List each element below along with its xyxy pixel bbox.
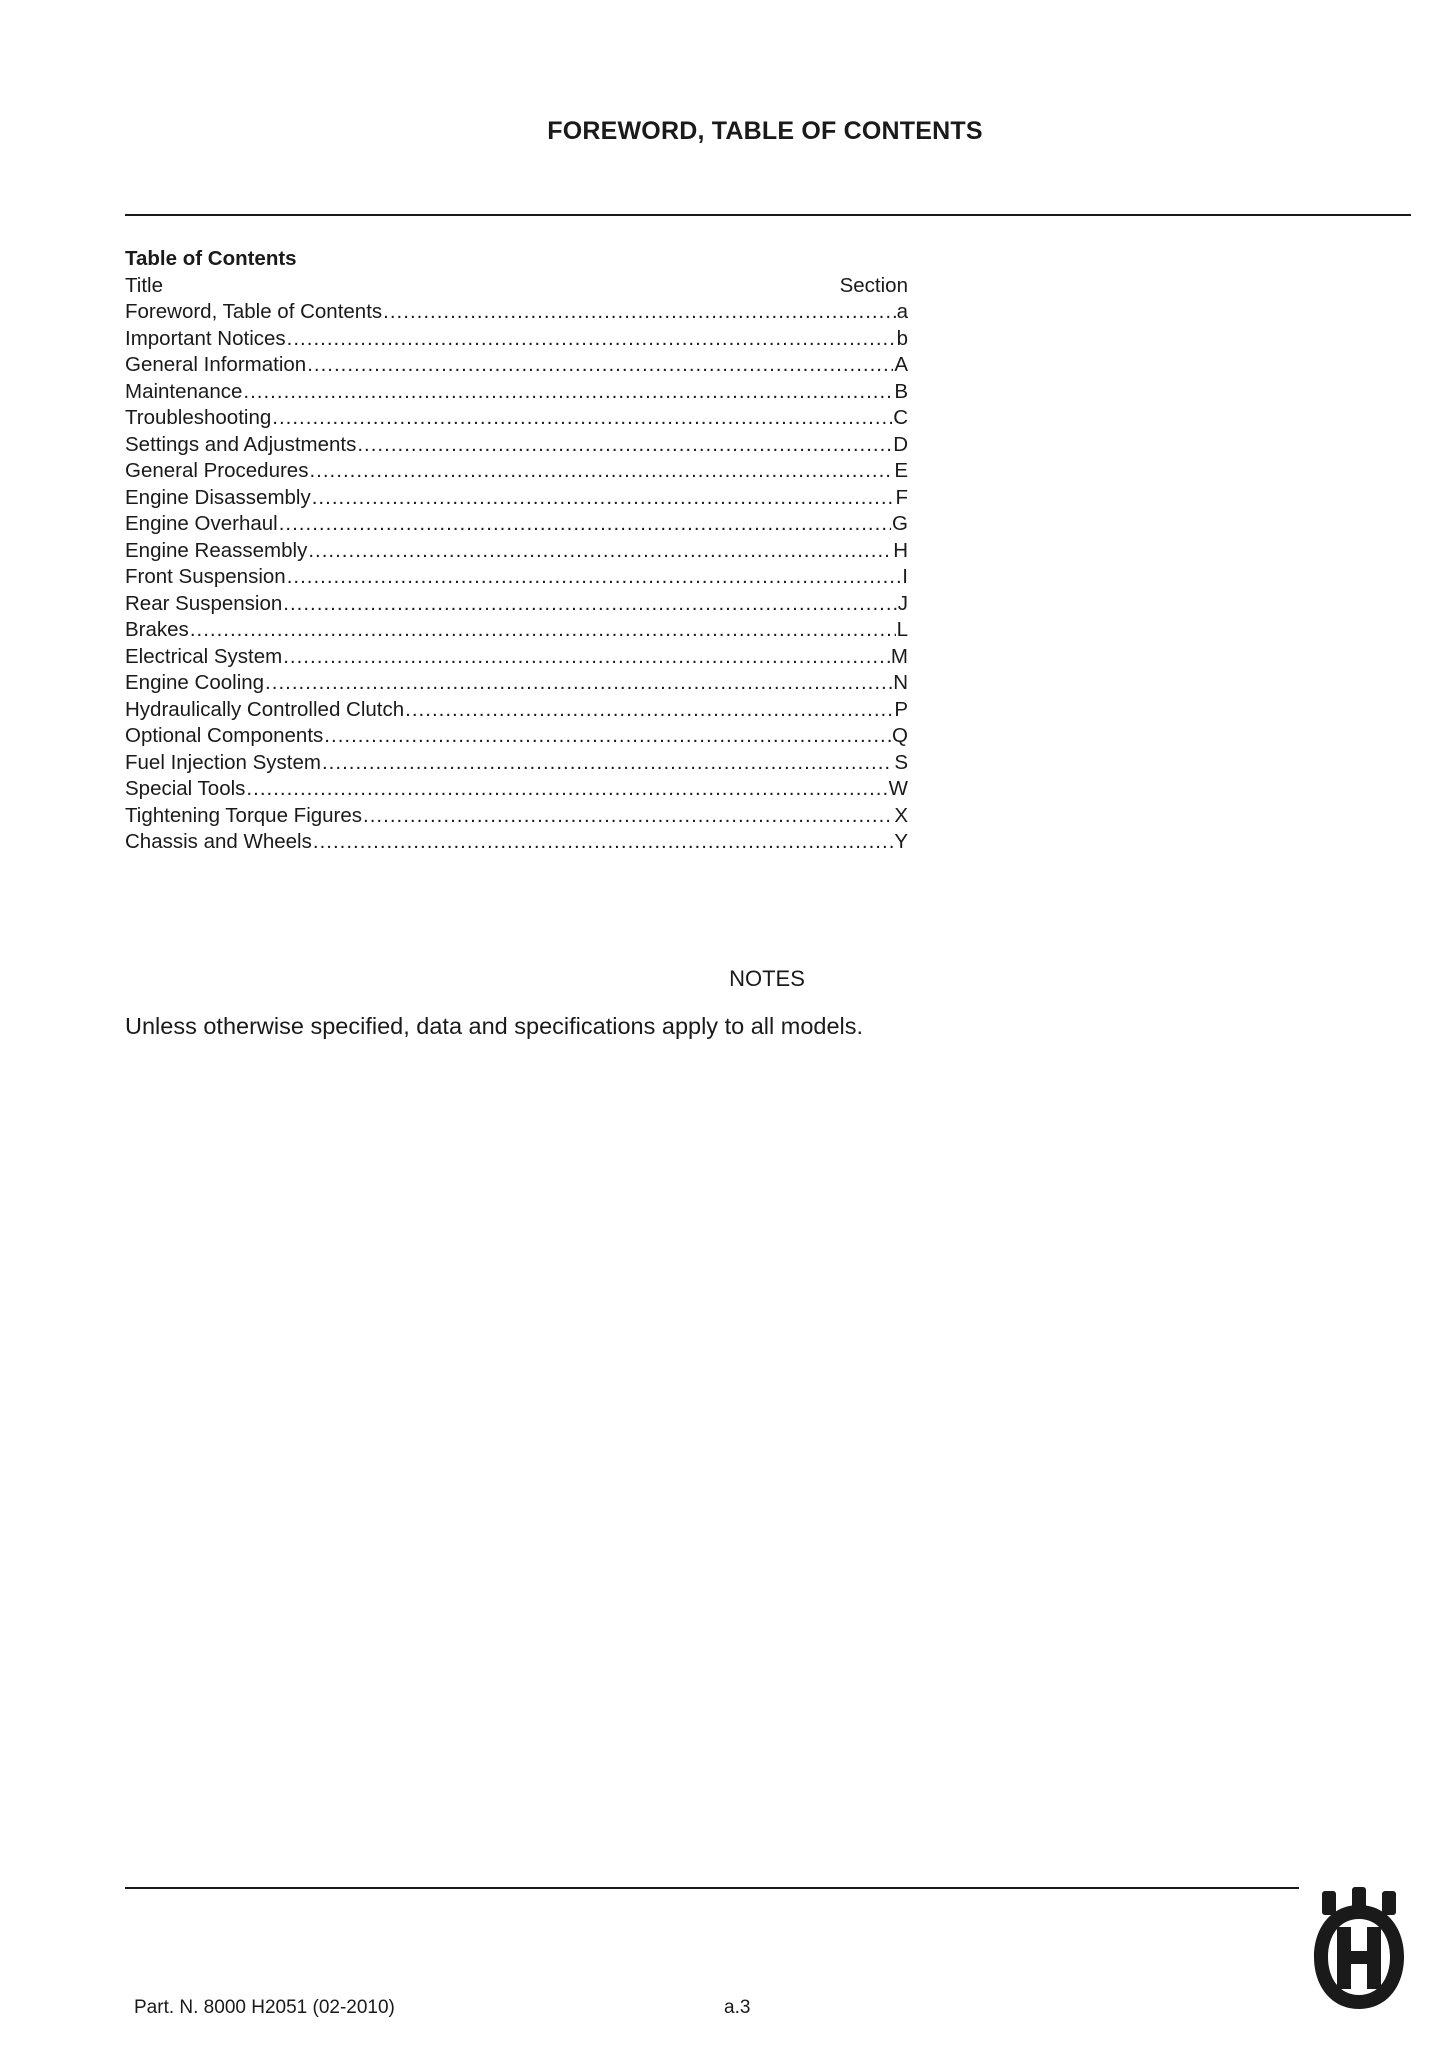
toc-row-title: Fuel Injection System <box>125 750 321 774</box>
toc-row-title: Electrical System <box>125 644 283 668</box>
toc-row-title: Brakes <box>125 618 189 641</box>
toc-column-title: Title <box>125 273 163 297</box>
page-title: FOREWORD, TABLE OF CONTENTS <box>547 117 983 145</box>
toc-row-leader <box>279 511 891 538</box>
toc-row-section: C <box>893 406 908 429</box>
toc-row-title: Tightening Torque Figures <box>125 803 363 827</box>
toc-row-title: Engine Cooling <box>125 671 265 694</box>
toc-row <box>125 723 908 750</box>
toc-row <box>125 379 908 406</box>
footer-part-number: Part. N. 8000 H2051 (02-2010) <box>134 1997 395 2018</box>
toc-row-section: a <box>896 300 908 323</box>
footer-page-number: a.3 <box>724 1997 751 2018</box>
toc-row-leader <box>190 617 896 644</box>
toc-row-leader <box>246 776 887 803</box>
toc-row-title: Engine Disassembly <box>125 485 311 509</box>
toc-row-leader <box>283 644 890 671</box>
toc-row <box>125 299 908 326</box>
toc-row-leader <box>272 405 892 432</box>
toc-row-leader <box>383 299 895 326</box>
toc-row-title: Special Tools <box>125 777 246 800</box>
toc-row <box>125 405 908 432</box>
toc-row <box>125 803 908 830</box>
toc-row <box>125 591 908 618</box>
toc-row-title: General Procedures <box>125 459 309 482</box>
toc-row-title: Rear Suspension <box>125 591 283 615</box>
toc-row-title: Optional Components <box>125 724 324 747</box>
footer-divider <box>125 1887 1299 1889</box>
toc-row-section: M <box>890 644 908 668</box>
toc-row <box>125 511 908 538</box>
toc-row <box>125 829 908 856</box>
toc-row-leader <box>287 326 896 353</box>
toc-row <box>125 644 908 671</box>
husqvarna-crown-h-logo-icon <box>1308 1887 1410 2011</box>
toc-row-section: F <box>895 485 908 509</box>
toc-row-leader <box>313 829 893 856</box>
toc-row-section: G <box>892 512 908 535</box>
notes-text: Unless otherwise specified, data and specifications apply to all models. <box>125 1013 864 1039</box>
toc-row-section: D <box>893 432 908 456</box>
toc-column-section: Section <box>839 273 908 297</box>
toc-row-leader <box>287 564 902 591</box>
toc-row-leader <box>322 750 893 777</box>
toc-row-title: Maintenance <box>125 379 243 403</box>
toc-row-section: I <box>902 565 908 588</box>
toc-row-leader <box>324 723 891 750</box>
toc-row-section: b <box>896 326 908 350</box>
header-divider <box>125 214 1411 216</box>
toc-row-leader <box>309 458 893 485</box>
toc-row <box>125 432 908 459</box>
toc-row <box>125 458 908 485</box>
toc-row <box>125 538 908 565</box>
toc-heading: Table of Contents <box>125 247 297 270</box>
toc-row-section: E <box>894 459 908 482</box>
toc-row-leader <box>405 697 893 724</box>
toc-row-section: A <box>894 353 908 376</box>
toc-row-section: P <box>894 697 908 721</box>
toc-row-leader <box>312 485 895 512</box>
toc-row <box>125 750 908 777</box>
toc-row-title: Important Notices <box>125 326 286 350</box>
toc-row-leader <box>363 803 893 830</box>
toc-row-leader <box>243 379 893 406</box>
notes-heading: NOTES <box>729 966 805 991</box>
toc-row-title: Settings and Adjustments <box>125 432 357 456</box>
toc-row-section: Y <box>894 830 908 853</box>
toc-row-section: W <box>888 777 908 800</box>
toc-row-title: Hydraulically Controlled Clutch <box>125 697 405 721</box>
toc-row-title: Troubleshooting <box>125 406 272 429</box>
toc-row <box>125 485 908 512</box>
toc-row <box>125 697 908 724</box>
toc-row-leader <box>283 591 896 618</box>
toc-row-leader <box>307 352 893 379</box>
toc-row-title: Front Suspension <box>125 565 286 588</box>
toc-row-section: S <box>894 750 908 774</box>
toc-row <box>125 776 908 803</box>
toc-row <box>125 352 908 379</box>
toc-row <box>125 564 908 591</box>
toc-row-title: Chassis and Wheels <box>125 830 312 853</box>
toc-row-title: General Information <box>125 353 307 376</box>
toc-row-section: J <box>897 591 908 615</box>
toc-row-title: Engine Overhaul <box>125 512 278 535</box>
toc-row-section: H <box>893 538 908 562</box>
toc-column-headers <box>125 273 908 300</box>
toc-row-section: L <box>896 618 908 641</box>
toc-row-section: Q <box>892 724 908 747</box>
toc-row-leader <box>265 670 892 697</box>
toc-row-title: Engine Reassembly <box>125 538 308 562</box>
toc-row-section: B <box>894 379 908 403</box>
toc-row <box>125 670 908 697</box>
toc-row <box>125 617 908 644</box>
toc-row-leader <box>308 538 892 565</box>
toc-row-section: X <box>894 803 908 827</box>
toc-row-leader <box>357 432 892 459</box>
toc-row-section: N <box>893 671 908 694</box>
toc-row-title: Foreword, Table of Contents <box>125 300 383 323</box>
table-of-contents <box>125 246 908 856</box>
toc-row <box>125 326 908 353</box>
